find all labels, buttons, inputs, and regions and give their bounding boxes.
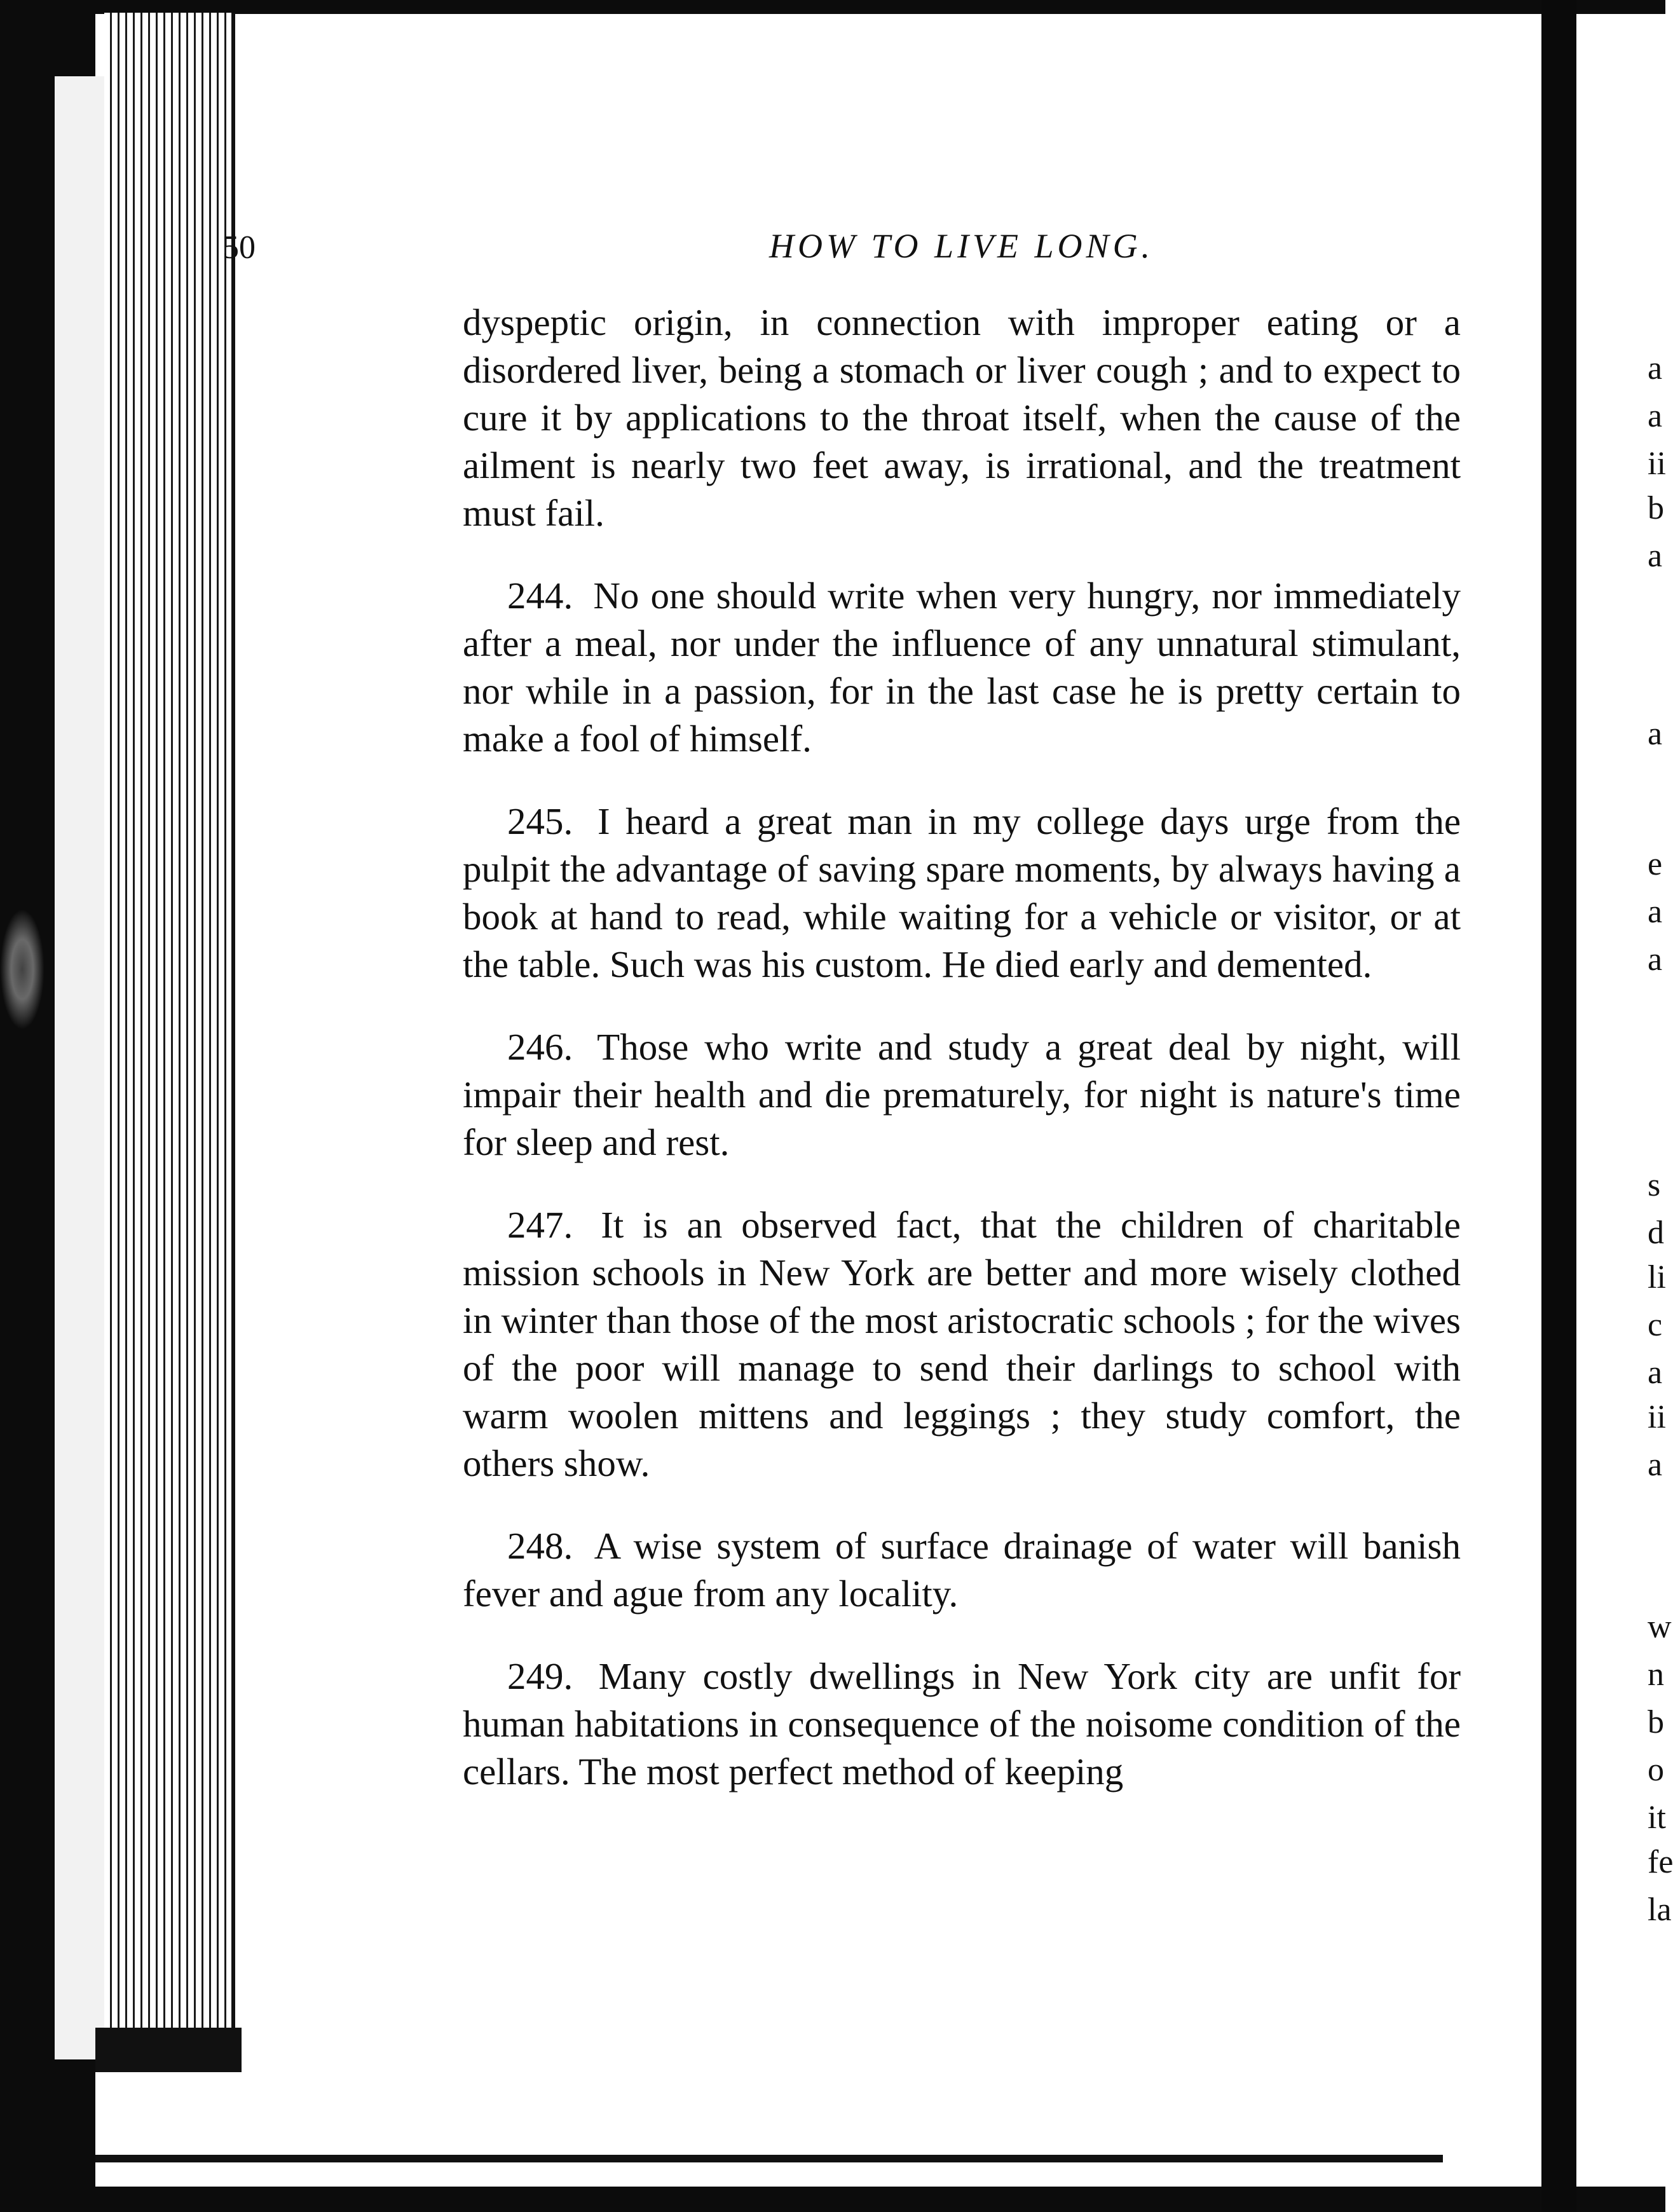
scan-bottom-border [0,2187,1665,2212]
paragraph-continued [463,299,1461,537]
page-body [463,299,1461,1831]
facing-page-fragment: li [1648,1259,1666,1295]
paragraph-number: 249. [507,1655,573,1697]
paragraph-text: No one should write when very hungry, nor immediately after a meal, nor under the influence of any unnatural stimulant, nor while in a passion, for in the last case he is pretty certain to make a fool of himself. [463,575,1461,760]
facing-page-fragment: c [1648,1307,1663,1343]
facing-page-fragment: d [1648,1215,1664,1251]
facing-page-fragment: a [1648,350,1663,386]
facing-page-edge [1576,25,1673,2187]
facing-page-fragment: b [1648,490,1664,526]
facing-page-fragment: w [1648,1609,1672,1645]
paragraph-246 [463,1023,1461,1166]
running-title: HOW TO LIVE LONG. [769,227,1154,265]
facing-page-fragment: a [1648,398,1663,434]
facing-page-fragment: la [1648,1892,1672,1928]
paragraph-text: I heard a great man in my college days urge from the pulpit the advantage of saving spare moments, by always having a book at hand to read, while waiting for a vehicle or visitor, or at the table. Such was his custom. He died early and demented. [463,800,1461,985]
facing-page-fragment: a [1648,941,1663,978]
paragraph-text: It is an observed fact, that the children of charitable mission schools in New York are better and more wisely clothed in winter than those of the most aristocratic schools ; for the wives of the poor will manage to send their darlings to school with warm woolen mittens and leggings ; they study comfort, the others show. [463,1204,1461,1484]
facing-page-gutter [1541,0,1576,2212]
bottom-page-edge [95,2155,1443,2162]
paragraph-249 [463,1653,1461,1796]
facing-page-fragment: e [1648,846,1663,882]
paragraph-text: A wise system of surface drainage of water will banish fever and ague from any locality. [463,1525,1461,1615]
facing-page-fragment: a [1648,1355,1663,1391]
facing-page-fragment: it [1648,1799,1666,1836]
paragraph-248 [463,1522,1461,1618]
facing-page-fragment: ii [1648,1399,1666,1435]
running-head [222,203,1462,267]
page-number: 50 [222,229,256,266]
facing-page-fragment: b [1648,1704,1664,1740]
stacked-page-edges [104,13,235,2028]
paragraph-text: Those who write and study a great deal by night, will impair their health and die prematurely, for night is nature's time for sleep and rest. [463,1026,1461,1163]
facing-page-fragment: o [1648,1752,1664,1788]
paragraph-247 [463,1201,1461,1487]
facing-page-fragment: a [1648,1447,1663,1483]
left-page-edge [55,76,107,2059]
facing-page-fragment: a [1648,716,1663,752]
paragraph-number: 247. [507,1204,573,1246]
scan-top-border [0,0,1665,14]
facing-page-fragment: a [1648,538,1663,574]
facing-page-fragment: n [1648,1656,1664,1693]
scan-smudge [0,909,44,1030]
paragraph-number: 248. [507,1525,573,1567]
facing-page-fragment: ii [1648,446,1666,482]
facing-page-fragment: a [1648,894,1663,930]
page-edge-base [95,2028,242,2072]
paragraph-244 [463,572,1461,763]
paragraph-text: dyspeptic origin, in connection with improper eating or a disordered liver, being a stomach or liver cough ; and to expect to cure it by applications to the throat itself, when the cause of the ailment is nearly two feet away, is irrational, and the treatment must fail. [463,301,1461,534]
paragraph-number: 245. [507,800,573,842]
facing-page-fragment: fe [1648,1844,1673,1880]
paragraph-number: 246. [507,1026,573,1068]
facing-page-fragment: s [1648,1167,1661,1203]
paragraph-number: 244. [507,575,573,617]
paragraph-text: Many costly dwellings in New York city are unfit for human habitations in consequence of the noisome condition of the cellars. The most perfect method of keeping [463,1655,1461,1792]
paragraph-245 [463,798,1461,988]
